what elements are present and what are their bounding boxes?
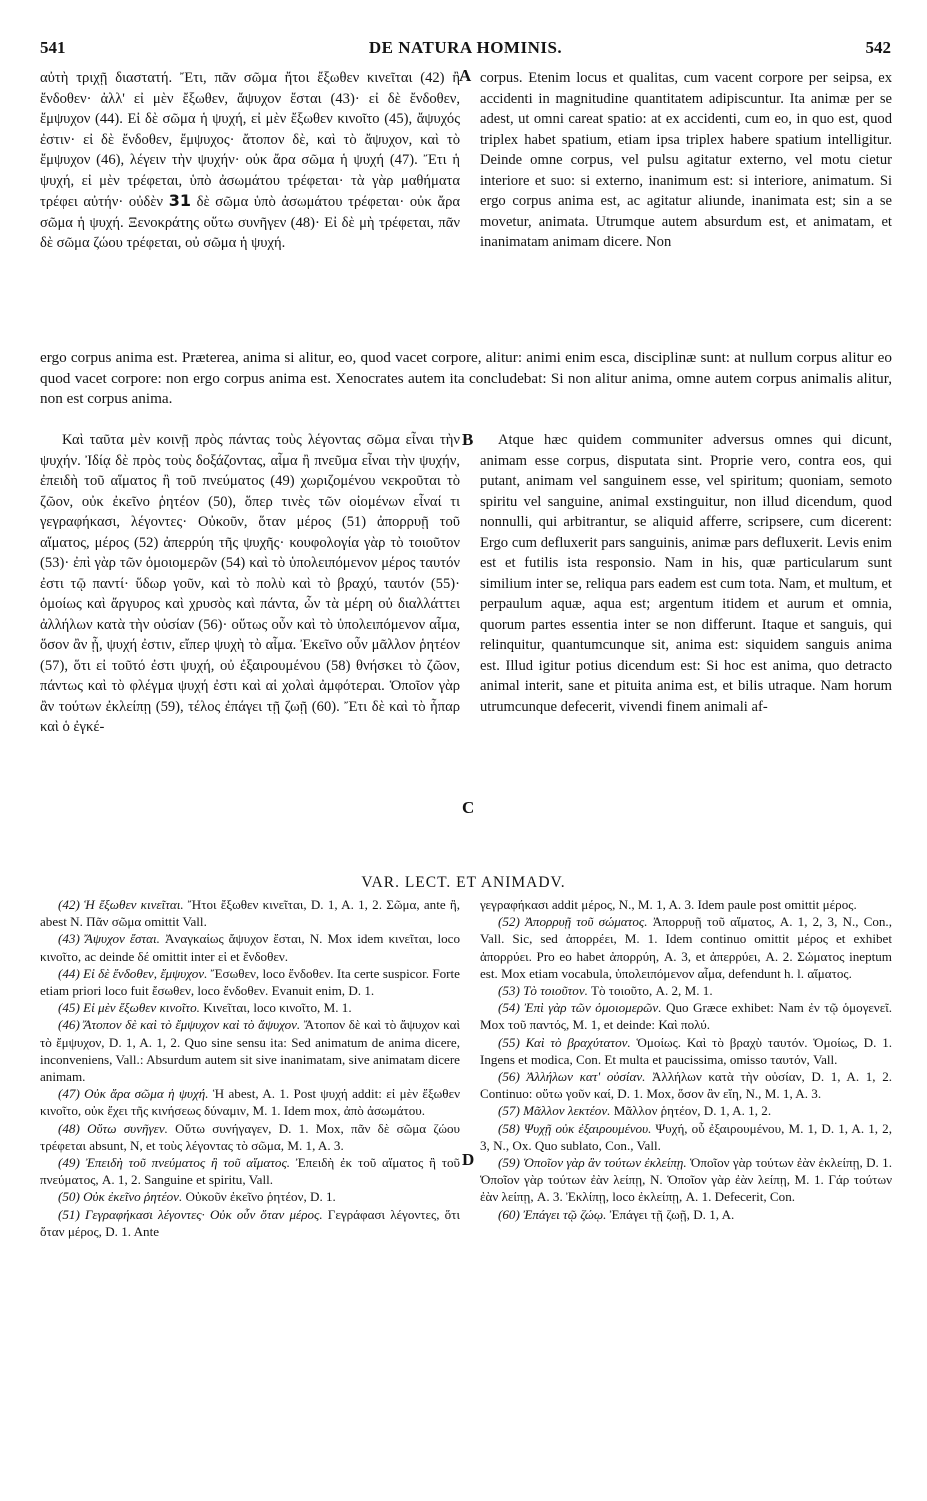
note-lemma: (55) Καὶ τὸ βραχύτατον.: [498, 1034, 631, 1050]
note-lemma: (48) Οὕτω συνῆγεν.: [58, 1120, 168, 1136]
note-text: Οὕτω συνήγαγεν, D. 1. Mox, πᾶν δὲ σῶμα ζώου τρέφεται absunt, N, et τοὺς λέγοντας τὸ σῶμα, M. 1, A. 3.: [40, 1120, 461, 1153]
note-text: γεγραφήκασι addit μέρος, N., M. 1, A. 3. Idem paule post omittit μέρος.: [480, 897, 857, 912]
note-entry: [40, 1085, 460, 1119]
greek-text-1a: αὐτὴ τριχῇ διαστατή. Ἔτι, πᾶν σῶμα ἤτοι ἔξωθεν κινεῖται (42) ἢ ἔνδοθεν· ἀλλ' εἰ μὲν ἔξωθεν, ἄψυχον ἔσται (43)· εἰ δὲ ἔνδοθεν, ἔμψυχον (44). Εἰ δὲ σῶμα ἡ ψυχή, εἰ μὲν ἔξωθεν κινοῖτο (45), ἄψυχός ἐστιν· εἰ δὲ ἔνδοθεν, ἔμψυχος· ἄτοπον δὲ, καὶ τὸ ἄψυχον, καὶ τὸ ἔμψυχον (46), λέγειν τὴν ψυχήν· οὐκ ἄρα σῶμα ἡ ψυχή (47). Ἔτι ἡ ψυχή, εἰ μὲν τρέφεται, ὑπὸ ἀσωμάτου τρέφεται· τὰ γὰρ μαθήματα τρέφει αὐτήν· οὐδὲν: [40, 70, 460, 210]
page-number-left: 541: [40, 38, 66, 57]
section-number: 31: [168, 191, 191, 210]
note-text: Ἔσωθεν, loco ἔνδοθεν. Ita certe suspicor. Forte etiam priori loco fuit ἔσωθεν, loco ἔνδοθεν. Evanuit enim, D. 1.: [40, 965, 460, 999]
greek-text-2: Καὶ ταῦτα μὲν κοινῇ πρὸς πάντας τοὺς λέγοντας σῶμα εἶναι τὴν ψυχήν. Ἰδίᾳ δὲ πρὸς τοὺς δοξάζοντας, αἷμα ἢ πνεῦμα εἶναι τὴν ψυχήν, ἐπειδὴ τοῦ αἵματος ἢ τοῦ πνεύματος (49) χωριζομένου νεκροῦται τὸ ζῶον, οὐκ ἐκεῖνο ῥητέον (50), ὅπερ τινὲς τῶν οἰομένων εἶναί τι γεγραφήκασι, λέγοντες· Οὐκοῦν, ὅταν μέρος (51) ἀπορρυῇ τοῦ αἵματος, μέρος (52) ἀπερρύη τῆς ψυχῆς· κουφολογία γὰρ τὸ τοιοῦτον (53)· ἐπὶ γὰρ τῶν ὁμοιομερῶν (54) καὶ τὸ ὑπολειπόμενον μέρος ταυτόν ἐστι τῷ παντί· ὕδωρ γοῦν, καὶ τὸ πολὺ καὶ τὸ βραχύ, ταυτόν (55)· ὁμοίως καὶ ἄργυρος καὶ χρυσὸς καὶ πάντα, ὧν τὰ μέρη οὐ διαλλάττει ἀλλήλων κατὰ τὴν οὐσίαν (56)· οὕτως οὖν καὶ τὸ ὑπολειπόμενον αἷμα, ὅσον ἂν ᾖ, ψυχή ἐστιν, εἴπερ ψυχὴ τὸ αἷμα. Ἐκεῖνο οὖν μᾶλλον ῥητέον (57), ὅτι εἰ τοῦτό ἐστι ψυχή, οὐ ἐξαιρουμένου (58) θνήσκει τὸ ζῶον, πάντως καὶ τὸ φλέγμα ψυχή ἐστι καὶ αἱ χολαὶ ἀμφότεραι. Ὁποῖον γὰρ ἂν τούτων ἐκλείπῃ (59), τέλος ἐπάγει τῇ ζωῇ (60). Ἔτι δὲ καὶ τὸ ἧπαρ καὶ ὁ ἐγκέ-: [40, 432, 460, 735]
greek-column-2: [40, 430, 460, 738]
note-text: Οὐκοῦν ἐκεῖνο ῥητέον, D. 1.: [182, 1189, 336, 1205]
note-entry: [40, 1120, 460, 1154]
notes-heading: VAR. LECT. ET ANIMADV.: [361, 874, 566, 891]
note-lemma: (50) Οὐκ ἐκεῖνο ῥητέον.: [58, 1189, 183, 1205]
note-lemma: (57) Μᾶλλον λεκτέον.: [498, 1103, 611, 1119]
note-entry: [480, 913, 892, 982]
running-title: DE NATURA HOMINIS.: [368, 38, 563, 57]
notes-left-column: [40, 896, 460, 1240]
note-text: Ὁμοίως. Καὶ τὸ βραχὺ ταυτόν. Ὁμοίως, D. 1. Ingens et modica, Con. Et multa et paucissima, omisso ταυτόν, Vall.: [480, 1034, 893, 1067]
note-lemma: (47) Οὐκ ἄρα σῶμα ἡ ψυχή.: [58, 1086, 209, 1102]
latin-column-1: [480, 68, 892, 253]
note-entry: [480, 1034, 892, 1068]
note-lemma: (45) Εἰ μὲν ἔξωθεν κινοῖτο.: [58, 1000, 200, 1016]
note-text: Ἄτοπον δὲ καὶ τὸ ἄψυχον καὶ τὸ ἔμψυχον, D. 1, A. 1, 2. Quo sine sensu ita: Sed animatum de anima dicere, inconveniens, Vall.: Absurdum autem sit sive inanimatam, sive animatam dicere animam.: [40, 1017, 460, 1085]
note-lemma: (43) Ἄψυχον ἔσται.: [58, 931, 160, 947]
note-lemma: (51) Γεγραφήκασι λέγοντες· Οὐκ οὖν ὅταν μέρος.: [58, 1206, 323, 1222]
note-text: Ψυχή, οὗ ἐξαιρουμένου, M. 1, D. 1, A. 1, 2, 3, N., Ox. Quo sublato, Con., Vall.: [480, 1120, 892, 1153]
note-text: Κινεῖται, loco κινοῖτο, M. 1.: [199, 1000, 352, 1016]
note-text: Ἀπορρυῇ τοῦ αἵματος, A. 1, 2, 3, N., Con., Vall. Sic, sed ἀπορρέει, M. 1. Idem continuo omittit μέρος et exhibet ἀπορρύει. Pro eo habet ἀπορρύη, A. 3, et ἀπερρύει, A. 2. Σώματος ineptum est. Mox etiam vocabula, ὑπολειπόμενον αἷμα, defendunt h. l. αἵματος.: [480, 914, 892, 981]
note-text: Γεγράφασι λέγοντες, ὅτι ὅταν μέρος, D. 1. Ante: [40, 1206, 461, 1239]
note-entry: [480, 1206, 892, 1223]
note-text: Ἐπειδὴ ἐκ τοῦ αἵματος ἢ τοῦ πνεύματος, A. 1, 2. Sanguine et spiritu, Vall.: [40, 1155, 460, 1188]
latin-full-width-text: ergo corpus anima est. Præterea, anima si alitur, eo, quod vacet corpore, alitur: animi enim esca, disciplinæ sunt: at nullum corpus alitur eo quod vacet corpore: non ergo corpus anima est. Xenocrates autem ita concludebat: Si non alitur anima, omne autem corpus animalis alitur, non est corpus anima.: [40, 349, 892, 407]
note-lemma: (58) Ψυχῇ οὐκ ἐξαιρουμένου.: [498, 1120, 652, 1136]
note-lemma: (56) Ἀλλήλων κατ' οὐσίαν.: [498, 1069, 646, 1085]
note-lemma: (52) Ἀπορρυῇ τοῦ σώματος.: [498, 914, 648, 930]
greek-text-1b: δὲ σῶμα ὑπὸ ἀσωμάτου τρέφεται· οὐκ ἄρα σῶμα ἡ ψυχή. Ξενοκράτης οὕτω συνῆγεν (48)· Εἰ δὲ μὴ τρέφεται, πᾶν δὲ σῶμα ζώου τρέφεται, οὐ σῶμα ἡ ψυχή.: [40, 194, 460, 251]
note-entry: [40, 1016, 460, 1085]
note-text: Τὸ τοιοῦτο, A. 2, M. 1.: [587, 983, 713, 999]
note-entry: [480, 999, 892, 1033]
note-text: Μᾶλλον ῥητέον, D. 1, A. 1, 2.: [610, 1103, 772, 1119]
note-lemma: (53) Τὸ τοιοῦτον.: [498, 983, 588, 999]
note-lemma: (42) Ἡ ἔξωθεν κινεῖται.: [58, 897, 184, 912]
note-entry: [40, 930, 460, 964]
note-entry: [40, 896, 460, 930]
note-entry: [480, 1154, 892, 1206]
note-lemma: (59) Ὁποῖον γὰρ ἂν τούτων ἐκλείπῃ.: [498, 1155, 687, 1171]
note-text: Ἀναγκαίως ἄψυχον ἔσται, N. Mox idem κινεῖται, loco κινοῖτο, ac deinde δέ omittit inter εἰ et ἔνδοθεν.: [40, 931, 460, 964]
margin-marker-a: A: [459, 66, 472, 85]
note-text: Quo Græce exhibet: Nam ἐν τῷ ὁμογενεῖ. Mox τοῦ παντός, M. 1, et deinde: Καὶ πολύ.: [480, 1000, 892, 1033]
margin-marker-b: B: [462, 430, 474, 449]
note-entry-continued: [480, 896, 892, 913]
greek-column-1: [40, 68, 460, 254]
page-header: [40, 38, 891, 62]
note-lemma: (46) Ἄτοπον δὲ καὶ τὸ ἔμψυχον καὶ τὸ ἄψυχον.: [58, 1017, 301, 1033]
note-lemma: (44) Εἰ δὲ ἔνδοθεν, ἔμψυχον.: [58, 965, 208, 981]
note-entry: [480, 1120, 892, 1154]
note-text: Ἀλλήλων κατὰ τὴν οὐσίαν, D. 1, A. 1, 2. Continuo: οὕτω γοῦν καί, D. 1. Mox, ὅσον ἂν εἴη, N., M. 1, A. 3.: [480, 1069, 893, 1102]
note-lemma: (54) Ἐπὶ γὰρ τῶν ὁμοιομερῶν.: [498, 1000, 662, 1016]
note-entry: [480, 982, 892, 999]
note-lemma: (60) Ἐπάγει τῷ ζώῳ.: [498, 1206, 607, 1222]
note-text: Ἤτοι ἔξωθεν κινεῖται, D. 1, A. 1, 2. Σῶμα, ante ἢ, abest N. Πᾶν σῶμα omittit Vall.: [40, 897, 460, 930]
note-entry: [40, 1154, 460, 1188]
note-text: Ὁποῖον γὰρ τούτων ἐὰν ἐκλείπῃ, D. 1. Ὁποῖον γὰρ τούτων ἐὰν λείπῃ, N. Ὁποῖον γὰρ ἐὰν λείπῃ, M. 1. Γάρ τούτων ἐὰν λείπῃ, A. 3. Ἐκλίπῃ, loco ἐκλείπῃ, A. 1. Defecerit, Con.: [480, 1155, 893, 1205]
note-entry: [40, 1188, 460, 1205]
notes-right-column: [480, 896, 892, 1223]
note-text: Ἡ abest, A. 1. Post ψυχή addit: εἰ μὲν ἔξωθεν κινοῖτο, οὐκ ἔχει τῆς κινήσεως δύναμιν, M. 1. Idem mox, ἀπὸ ἀσωμάτου.: [40, 1086, 460, 1119]
margin-marker-d: D: [462, 1150, 475, 1169]
latin-text-2: Atque hæc quidem communiter adversus omnes qui dicunt, animam esse corpus, disputata sint. Proprie vero, contra eos, qui putant, animam vel sanguinem esse, vel spiritum; quoniam, semoto spiritu vel sanguine, animal exstinguitur, non illud dicendum, quod nonnulli, qui arbitrantur, se aliquid afferre, scripsere, cum dicerent: Ergo cum defluxerit pars sanguinis, animæ pars defluxerit. Levis enim est et futilis ista responsio. Nam in his, quæ particularum sunt similium inter se, reliqua pars eadem est cum tota. Nam, et multum, et perpaulum aquæ, aqua est; argentum itidem et aurum et omnia, quorum partes essentia inter se non differunt. Itaque et sanguis, qui relinquitur, quantumcunque sit, anima est: siquidem sanguis anima est. Illud igitur potius dicendum est: Si hoc est anima, quo detracto animal interit, sane et pituita anima est, et bilis utraque. Nam horum utrumcunque defecerit, vivendi finem animali af-: [480, 432, 892, 715]
margin-marker-c: C: [462, 798, 475, 817]
note-entry: [40, 1206, 460, 1240]
note-entry: [480, 1102, 892, 1119]
note-entry: [40, 999, 460, 1016]
note-entry: [40, 965, 460, 999]
note-entry: [480, 1068, 892, 1102]
page-number-right: 542: [865, 38, 891, 57]
note-text: Ἐπάγει τῇ ζωῇ, D. 1, A.: [606, 1206, 735, 1222]
note-lemma: (49) Ἐπειδὴ τοῦ πνεύματος ἢ τοῦ αἵματος.: [58, 1155, 291, 1171]
latin-column-2: [480, 430, 892, 717]
latin-text-1: corpus. Etenim locus et qualitas, cum vacent corpore per seipsa, ex accidenti in magnitudine quantitatem adipiscuntur. Ita animæ per se adest, ut omni careat spatio: at ex accidenti, cum eo, in quo est, quod triplex habet spatium, etiam ipsa triplex habere spatium intelligitur. Deinde omne corpus, vel pulsu agitatur externo, vel motu cietur interiore et suo: si externo, inanimum est: si interiore, animatum. Si ergo corpus anima est, ac agitatur aliunde, inanimata est; sin a se movetur, animata. Utrumque autem absurdum est, et animatam, et inanimatam animam dicere. Non: [480, 70, 892, 250]
